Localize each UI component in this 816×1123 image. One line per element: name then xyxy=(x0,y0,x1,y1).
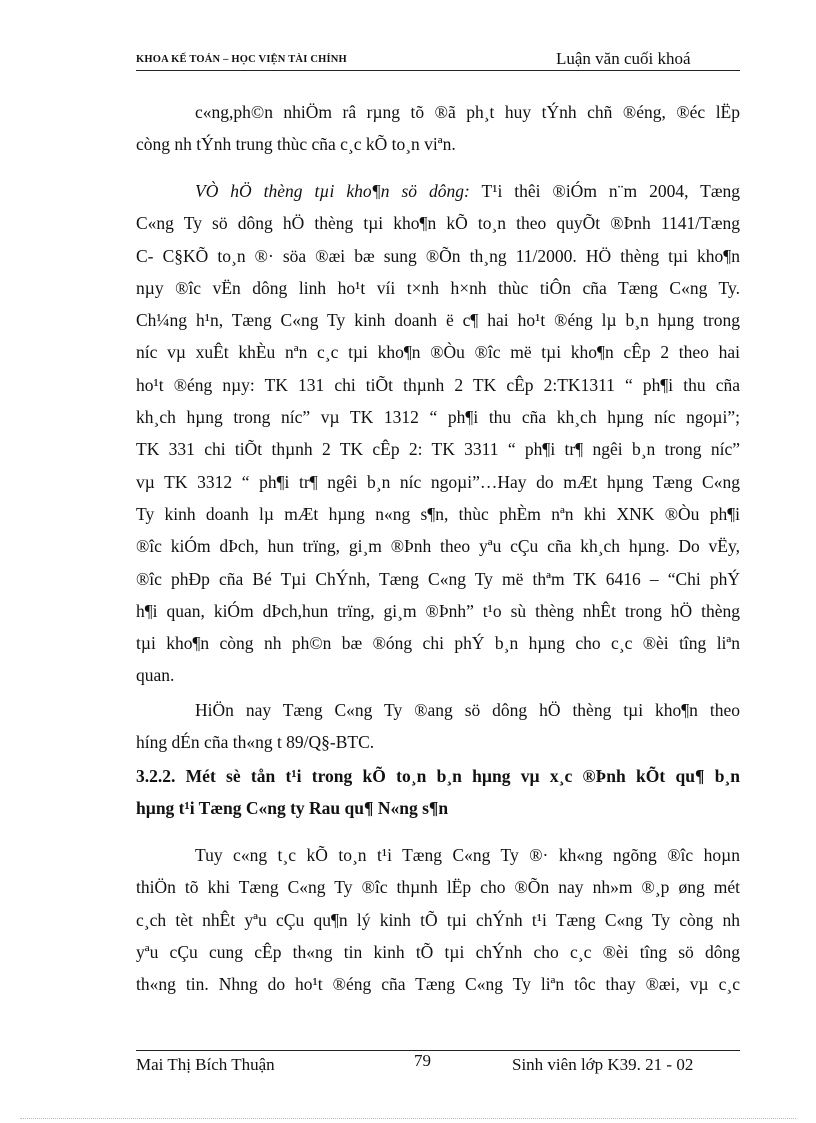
text-line: kh¸ch hµng trong níc” vµ TK 1312 “ ph¶i thu cña kh¸ch hµng níc ngoµi”; xyxy=(136,407,740,428)
text-line: c«ng,ph©n nhiÖm râ rµng tõ ®ã ph¸t huy tÝnh chñ ®éng, ®éc lËp xyxy=(195,102,740,122)
text-line: h¶i quan, kiÓm dÞch,hun trïng, gi¸m ®Þnh” t¹o sù thèng nhÊt trong hÖ thèng xyxy=(136,600,740,621)
text-line: ®îc kiÓm dÞch, hun trïng, gi¸m ®Þnh theo yªu cÇu cña kh¸ch hµng. Do vËy, xyxy=(136,536,740,557)
text-line: Ty kinh doanh lµ mÆt hµng n«ng s¶n, thùc phÈm nªn khi XNK ®Òu ph¶i xyxy=(136,503,740,524)
subheading-italic: VÒ hÖ thèng tµi kho¶n sö dông: xyxy=(195,181,470,201)
text-line: híng dÉn cña th«ng t 89/Q§-BTC. xyxy=(136,732,375,753)
paragraph-1 xyxy=(136,96,740,161)
text-line: thiÖn tõ khi Tæng C«ng Ty ®îc thµnh lËp cho ®Õn nay nh»m ®¸p øng mét xyxy=(136,877,740,898)
text-line: th«ng tin. Nhng do ho¹t ®éng cña Tæng C«ng Ty liªn tôc thay ®æi, vµ c¸c xyxy=(136,974,740,995)
header-faculty: KHOA KẾ TOÁN – HỌC VIỆN TÀI CHÍNH xyxy=(136,54,347,65)
paragraph-2 xyxy=(136,175,740,692)
text-line: tµi kho¶n còng nh ph©n bæ ®óng chi phÝ b¸n hµng cho c¸c ®èi tîng liªn xyxy=(136,633,740,654)
text-line: HiÖn nay Tæng C«ng Ty ®ang sö dông hÖ thèng tµi kho¶n theo xyxy=(195,700,740,720)
text-line: TK 331 chi tiÕt thµnh 2 TK cÊp 2: TK 3311 “ ph¶i tr¶ ngêi b¸n trong níc” xyxy=(136,439,740,460)
text-line: còng nh tÝnh trung thùc cña c¸c kÕ to¸n viªn. xyxy=(136,134,456,155)
text-line: yªu cÇu cung cÊp th«ng tin kinh tÕ tµi chÝnh cho c¸c ®èi tîng sö dông xyxy=(136,941,740,962)
heading-line: hµng t¹i Tæng C«ng ty Rau qu¶ N«ng s¶n xyxy=(136,798,449,819)
text-line: c¸ch tèt nhÊt yªu cÇu qu¶n lý kinh tÕ tµi chÝnh t¹i Tæng C«ng Ty còng nh xyxy=(136,909,740,930)
text-line: VÒ hÖ thèng tµi kho¶n sö dông: T¹i thêi ®iÓm n¨m 2004, Tæng xyxy=(195,181,740,201)
text-line: C«ng Ty sö dông hÖ thèng tµi kho¶n kÕ to¸n theo quyÕt ®Þnh 1141/Tæng xyxy=(136,213,740,234)
heading-line: 3.2.2. Mét sè tån t¹i trong kÕ to¸n b¸n hµng vµ x¸c ®Þnh kÕt qu¶ b¸n xyxy=(136,766,740,786)
text-line: nµy ®îc vËn dông linh ho¹t víi t×nh h×nh thùc tiÔn cña Tæng C«ng Ty. xyxy=(136,277,740,298)
text-line: quan. xyxy=(136,665,175,686)
text-line: Tuy c«ng t¸c kÕ to¸n t¹i Tæng C«ng Ty ®· kh«ng ngõng ®îc hoµn xyxy=(195,845,740,865)
header-title: Luận văn cuối khoá xyxy=(556,49,691,68)
page-number: 79 xyxy=(414,1051,431,1070)
text-line: Ch¼ng h¹n, Tæng C«ng Ty kinh doanh ë c¶ hai ho¹t ®éng lµ b¸n hµng trong xyxy=(136,310,740,331)
text-line: vµ TK 3312 “ ph¶i tr¶ ngêi b¸n níc ngoµi”…Hay do mÆt hµng Tæng C«ng xyxy=(136,471,740,492)
footer-divider xyxy=(136,1050,740,1051)
page-edge-divider xyxy=(20,1118,796,1119)
paragraph-3 xyxy=(136,694,740,759)
text-line: C- C§KÕ to¸n ®· söa ®æi bæ sung ®Õn th¸ng 11/2000. HÖ thèng tµi kho¶n xyxy=(136,245,740,266)
header-divider xyxy=(136,70,740,71)
paragraph-4 xyxy=(136,839,740,1000)
section-heading xyxy=(136,760,740,825)
text-line: níc vµ xuÊt khÈu nªn c¸c tµi kho¶n ®Òu ®îc më tµi kho¶n cÊp 2 theo hai xyxy=(136,342,740,363)
text-line: ®îc phÐp cña Bé Tµi ChÝnh, Tæng C«ng Ty më thªm TK 6416 – “Chi phÝ xyxy=(136,568,740,589)
footer-class-info: Sinh viên lớp K39. 21 - 02 xyxy=(512,1055,694,1074)
text-line: ho¹t ®éng nµy: TK 131 chi tiÕt thµnh 2 TK cÊp 2:TK1311 “ ph¶i thu cña xyxy=(136,374,740,395)
footer-author: Mai Thị Bích Thuận xyxy=(136,1055,275,1074)
